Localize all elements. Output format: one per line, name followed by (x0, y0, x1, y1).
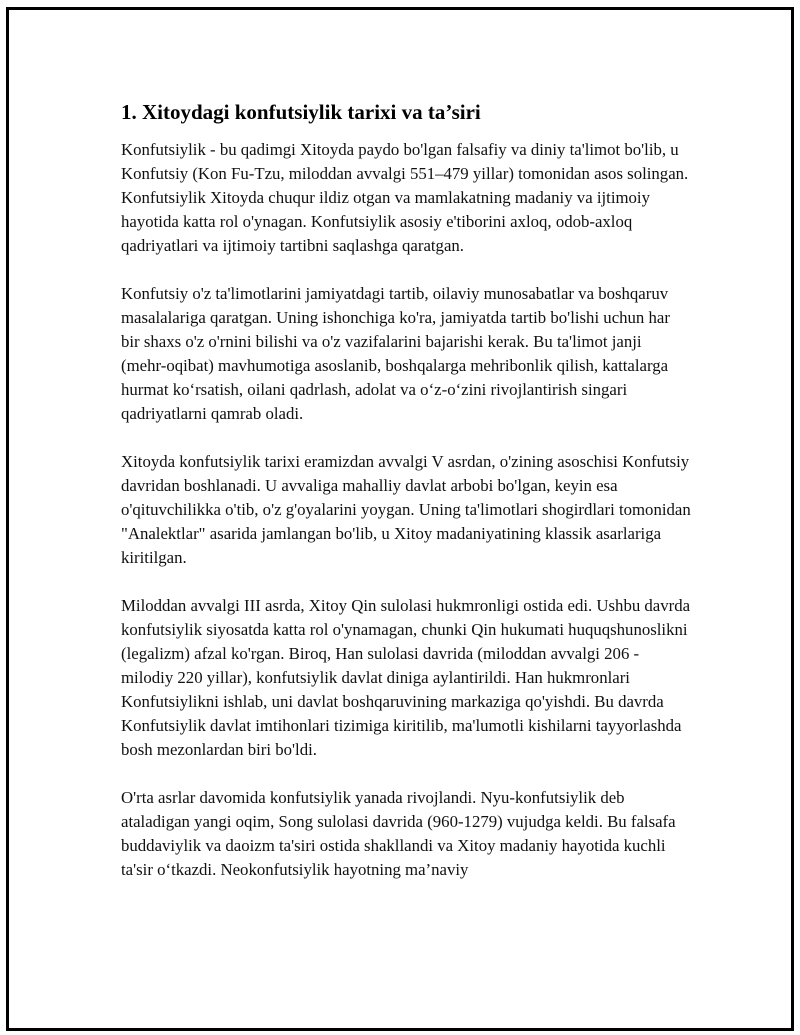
paragraph-2: Konfutsiy o'z ta'limotlarini jamiyatdagi tartib, oilaviy munosabatlar va boshqaruv masalalariga qaratgan. Uning ishonchiga ko'ra, jamiyatda tartib bo'lishi uchun har bir shaxs o'z o'rnini bilishi va o'z vazifalarini bajarishi kerak. Bu ta'limot janji (mehr-oqibat) mavhumotiga asoslanib, boshqalarga mehribonlik qilish, kattalarga hurmat ko‘rsatish, oilani qadrlash, adolat va o‘z-o‘zini rivojlantirish singari qadriyatlarni qamrab oladi. (121, 284, 670, 423)
paragraph-1: Konfutsiylik - bu qadimgi Xitoyda paydo bo'lgan falsafiy va diniy ta'limot bo'lib, u Konfutsiy (Kon Fu-Tzu, miloddan avvalgi 551–479 yillar) tomonidan asos solingan. Konfutsiylik Xitoyda chuqur ildiz otgan va mamlakatning madaniy va ijtimoiy hayotida katta rol o'ynagan. Konfutsiylik asosiy e'tiborini axloq, odob-axloq qadriyatlari va ijtimoiy tartibni saqlashga qaratgan. (121, 140, 689, 255)
page-frame (6, 7, 794, 1031)
paragraph-5: O'rta asrlar davomida konfutsiylik yanada rivojlandi. Nyu-konfutsiylik deb ataladigan yangi oqim, Song sulolasi davrida (960-1279) vujudga keldi. Bu falsafa buddaviylik va daoizm ta'siri ostida shakllandi va Xitoy madaniy hayotida kuchli ta'sir o‘tkazdi. Neokonfutsiylik hayotning ma’naviy (121, 788, 676, 879)
paragraph-3: Xitoyda konfutsiylik tarixi eramizdan avvalgi V asrdan, o'zining asoschisi Konfutsiy davridan boshlanadi. U avvaliga mahalliy davlat arbobi bo'lgan, keyin esa o'qituvchilikka o'tib, o'z g'oyalarini yoygan. Uning ta'limotlari shogirdlari tomonidan "Analektlar" asarida jamlangan bo'lib, u Xitoy madaniyatining klassik asarlariga kiritilgan. (121, 452, 691, 567)
paragraph-4: Miloddan avvalgi III asrda, Xitoy Qin sulolasi hukmronligi ostida edi. Ushbu davrda konfutsiylik siyosatda katta rol o'ynamagan, chunki Qin hukumati huquqshunoslikni (legalizm) afzal ko'rgan. Biroq, Han sulolasi davrida (miloddan avvalgi 206 - milodiy 220 yillar), konfutsiylik davlat diniga aylantirildi. Han hukmronlari Konfutsiylikni ishlab, uni davlat boshqaruvining markaziga qo'yishdi. Bu davrda Konfutsiylik davlat imtihonlari tizimiga kiritilib, ma'lumotli kishilarni tayyorlashda bosh mezonlardan biri bo'ldi. (121, 596, 691, 759)
document-body (121, 98, 691, 906)
section-heading: 1. Xitoydagi konfutsiylik tarixi va ta’siri (121, 100, 481, 124)
